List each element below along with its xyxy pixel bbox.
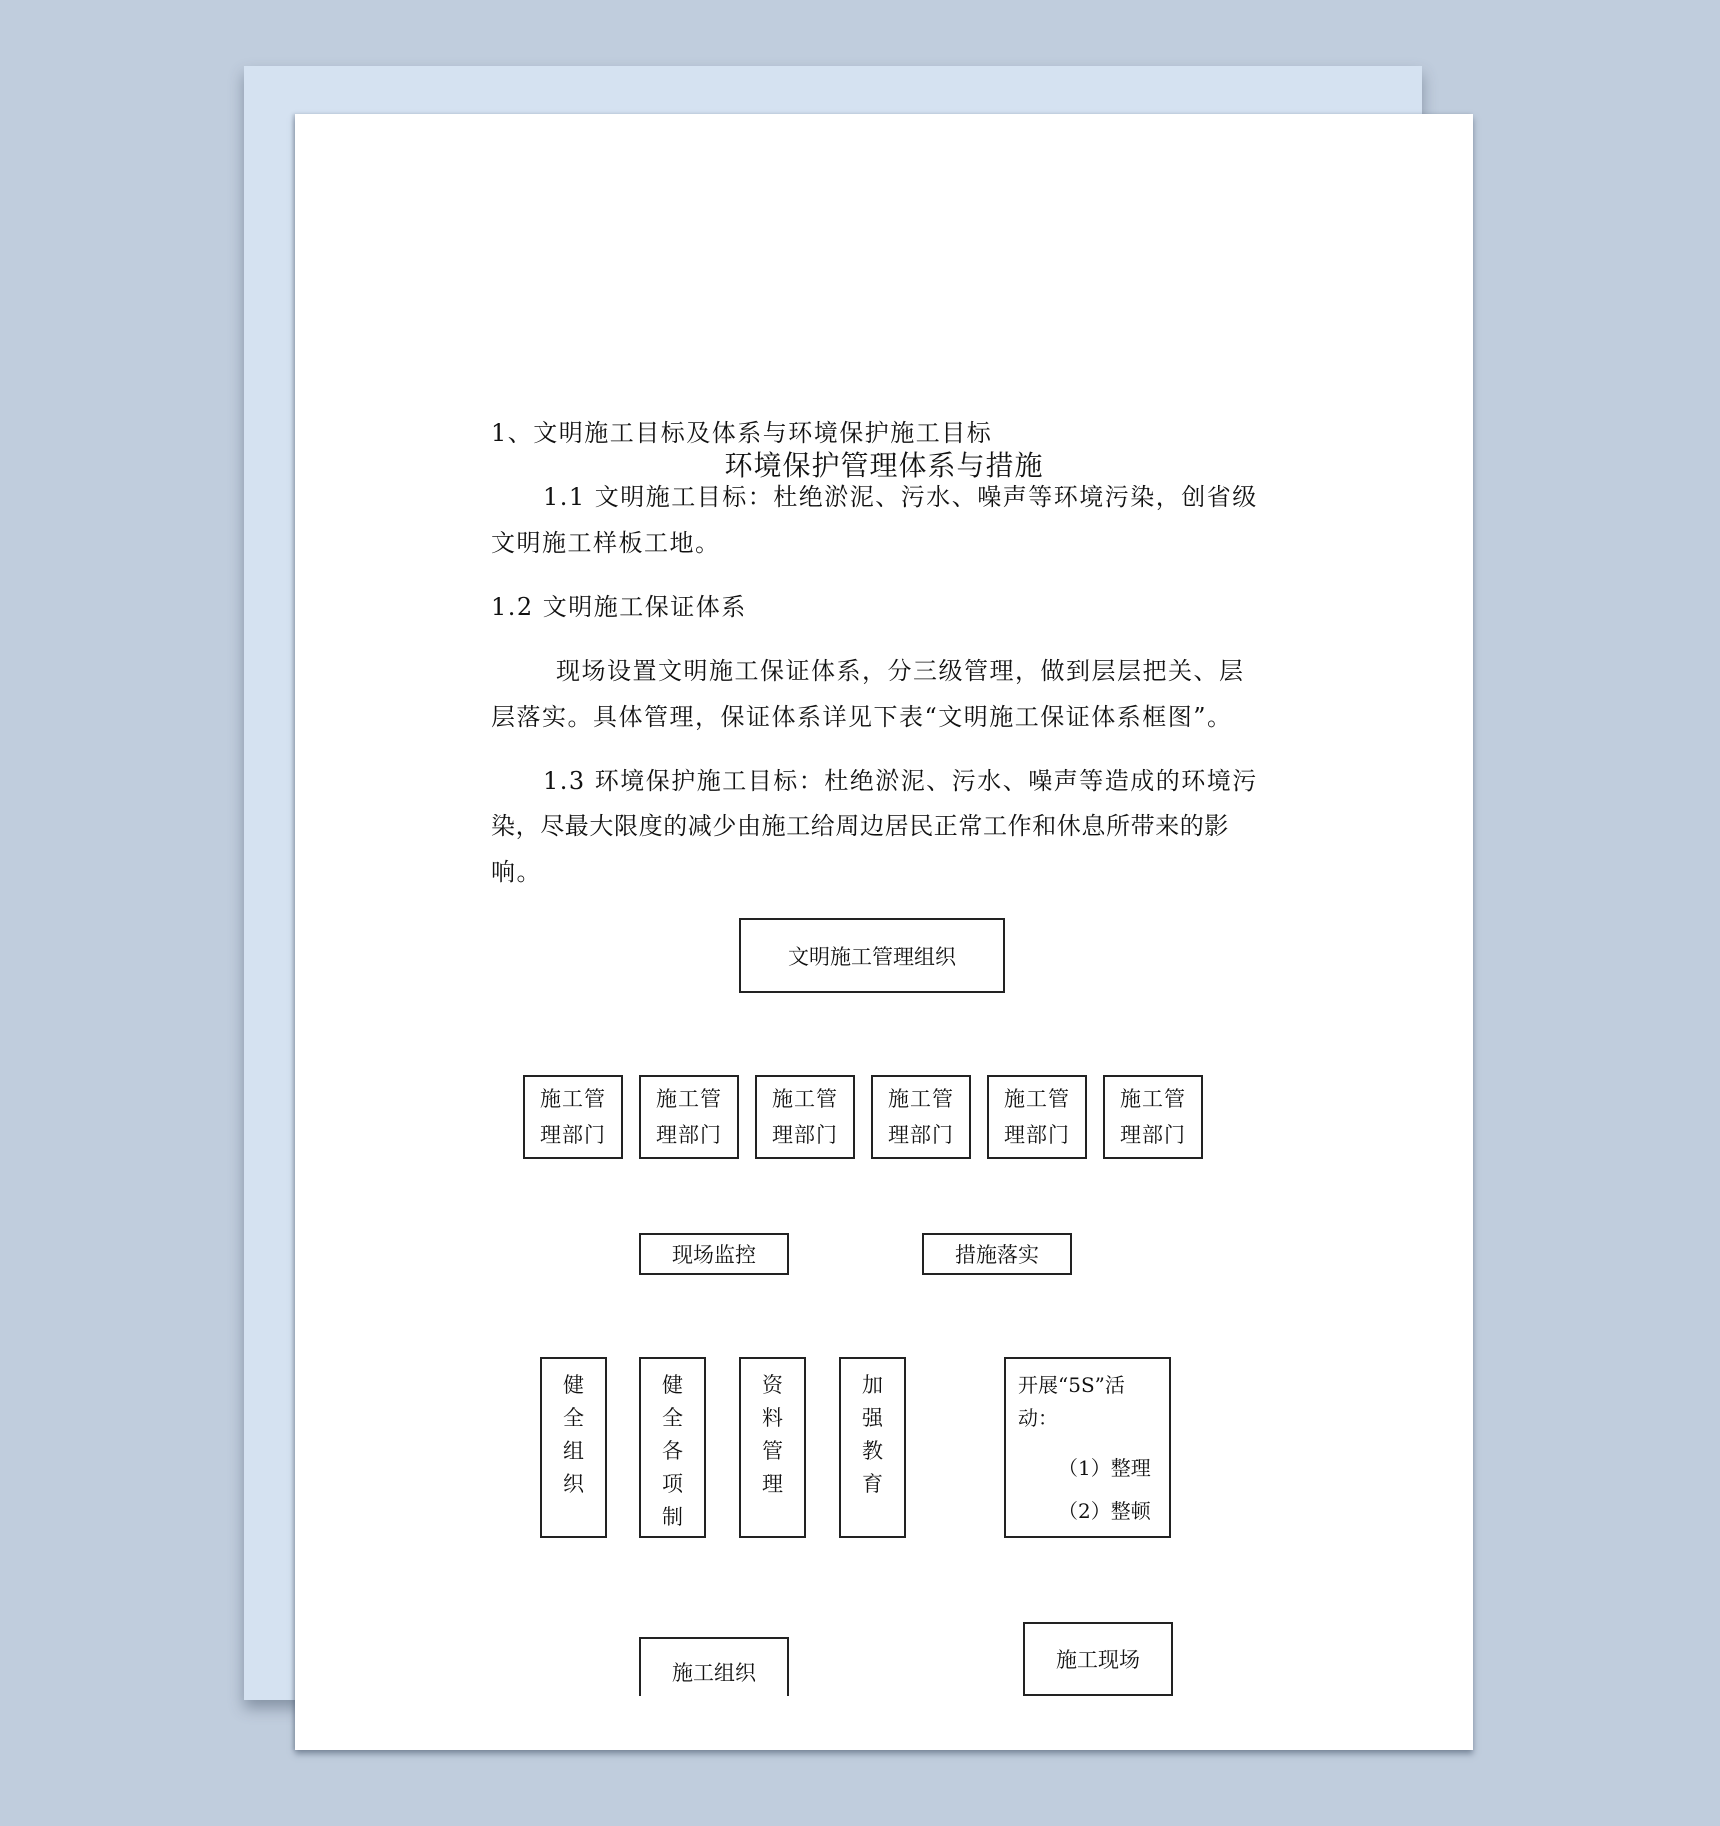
- five-s-activity-box: [1004, 1357, 1171, 1538]
- department-label-line1: 施工管: [1120, 1087, 1186, 1111]
- department-label-line1: 施工管: [540, 1087, 606, 1111]
- site-monitoring-box: [639, 1233, 789, 1275]
- paragraph-1-1-line-2: 文明施工样板工地。: [491, 529, 721, 557]
- char: 组: [563, 1439, 584, 1463]
- department-box: [523, 1075, 623, 1159]
- char: 健: [662, 1373, 683, 1397]
- measures-implementation-label: 措施落实: [955, 1243, 1039, 1267]
- char: 健: [563, 1373, 584, 1397]
- construction-organization-box: [639, 1637, 789, 1696]
- department-label-line2: 理部门: [656, 1123, 722, 1147]
- department-label-line2: 理部门: [540, 1123, 606, 1147]
- top-box-label: 文明施工管理组织: [788, 944, 956, 969]
- char: 教: [862, 1439, 883, 1463]
- department-label-line2: 理部门: [772, 1123, 838, 1147]
- char: 制: [662, 1505, 683, 1529]
- document-title: 环境保护管理体系与措施: [724, 449, 1044, 482]
- five-s-item: （2）整顿: [1058, 1499, 1151, 1523]
- department-label-line1: 施工管: [888, 1087, 954, 1111]
- measures-implementation-box: [922, 1233, 1072, 1275]
- char: 料: [762, 1406, 783, 1430]
- paragraph-1-3-line-2: 染，尽最大限度的减少由施工给周边居民正常工作和休息所带来的影: [491, 812, 1229, 840]
- site-monitoring-label: 现场监控: [672, 1243, 756, 1267]
- char: 资: [762, 1373, 783, 1397]
- paragraph-1-1-line-1: 1.1 文明施工目标：杜绝淤泥、污水、噪声等环境污染，创省级: [543, 483, 1258, 511]
- char: 育: [862, 1472, 883, 1496]
- department-label-line2: 理部门: [888, 1123, 954, 1147]
- five-s-heading-line2: 动：: [1018, 1406, 1058, 1430]
- char: 项: [662, 1472, 683, 1496]
- department-box: [871, 1075, 971, 1159]
- department-box: [1103, 1075, 1203, 1159]
- five-s-item: （1）整理: [1058, 1456, 1151, 1480]
- vertical-box-education: [839, 1357, 906, 1538]
- char: 全: [563, 1406, 584, 1430]
- vertical-box-documents: [739, 1357, 806, 1538]
- diagram-top-box: [739, 918, 1005, 993]
- construction-site-box: [1023, 1622, 1173, 1696]
- department-label-line1: 施工管: [772, 1087, 838, 1111]
- department-label-line2: 理部门: [1120, 1123, 1186, 1147]
- section-heading-1: 1、文明施工目标及体系与环境保护施工目标: [491, 419, 993, 447]
- five-s-heading-line1: 开展“5S”活: [1018, 1373, 1125, 1397]
- department-box: [639, 1075, 739, 1159]
- char: 全: [662, 1406, 683, 1430]
- construction-site-label: 施工现场: [1056, 1648, 1140, 1672]
- department-label-line1: 施工管: [656, 1087, 722, 1111]
- char: 各: [662, 1439, 683, 1463]
- char: 加: [862, 1373, 883, 1397]
- paragraph-1-2-line-1: 现场设置文明施工保证体系，分三级管理，做到层层把关、层: [556, 657, 1245, 685]
- vertical-box-organization: [540, 1357, 607, 1538]
- paragraph-1-3-line-3: 响。: [491, 858, 542, 886]
- construction-organization-label: 施工组织: [672, 1661, 756, 1685]
- document-page: [295, 114, 1473, 1750]
- char: 管: [762, 1439, 783, 1463]
- char: 织: [563, 1472, 584, 1496]
- department-box: [987, 1075, 1087, 1159]
- char: 理: [762, 1472, 783, 1496]
- char: 强: [862, 1406, 883, 1430]
- section-heading-1-2: 1.2 文明施工保证体系: [491, 593, 747, 621]
- department-label-line2: 理部门: [1004, 1123, 1070, 1147]
- department-box: [755, 1075, 855, 1159]
- vertical-box-systems: [639, 1357, 706, 1538]
- paragraph-1-3-line-1: 1.3 环境保护施工目标：杜绝淤泥、污水、噪声等造成的环境污: [543, 767, 1258, 795]
- paragraph-1-2-line-2: 层落实。具体管理，保证体系详见下表“文明施工保证体系框图”。: [491, 703, 1233, 731]
- department-label-line1: 施工管: [1004, 1087, 1070, 1111]
